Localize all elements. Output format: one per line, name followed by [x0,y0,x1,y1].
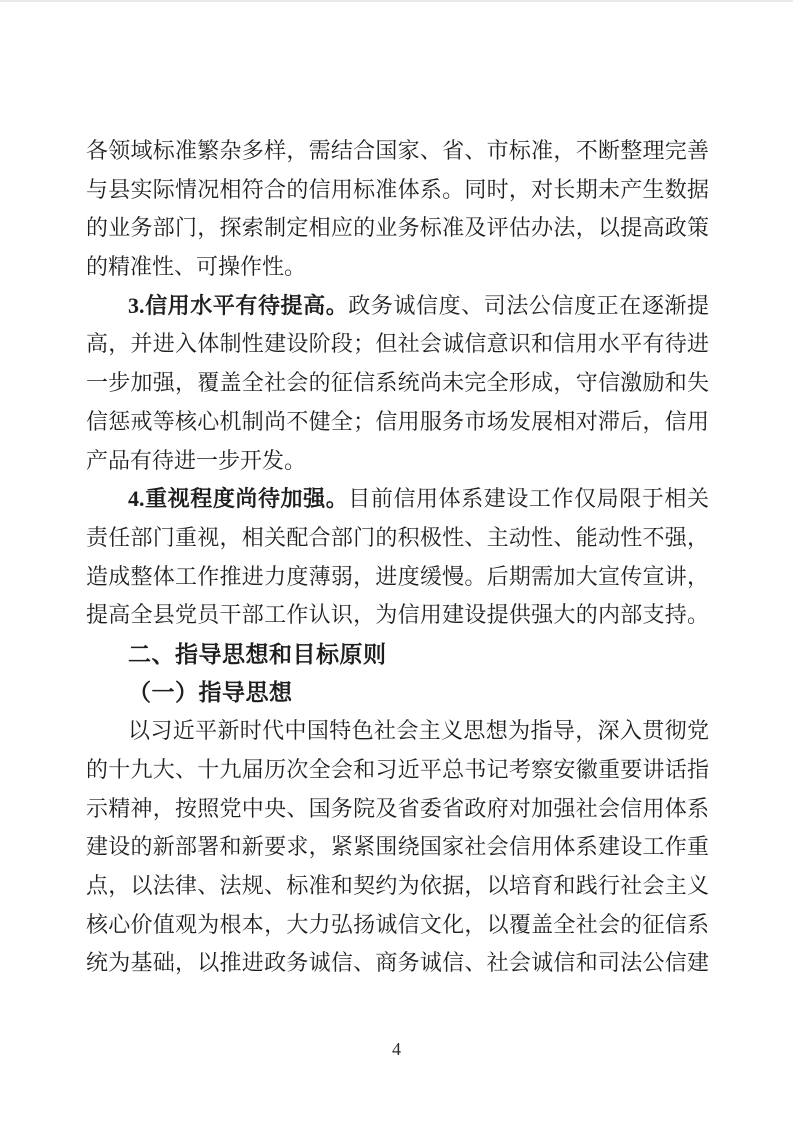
text-line [86,558,709,597]
text-line [86,906,709,945]
bold-text-run: 3.信用水平有待提高。 [128,292,349,318]
text-run: 提高全县党员干部工作认识，为信用建设提供强大的内部支持。 [86,602,709,628]
text-line [86,132,709,171]
text-run: 以习近平新时代中国特色社会主义思想为指导，深入贯彻党 [128,718,709,744]
text-line [86,480,709,519]
text-run: 产品有待进一步开发。 [86,447,307,473]
text-run: 目前信用体系建设工作仅局限于相关 [348,486,709,512]
text-line [86,519,709,558]
text-line [86,790,709,829]
page-top-border [0,0,793,2]
text-line [86,828,709,867]
text-line [86,751,709,790]
text-line [86,596,709,635]
text-line [86,209,709,248]
text-line [86,867,709,906]
page-number: 4 [392,1039,401,1059]
text-run: 高，并进入体制性建设阶段；但社会诚信意识和信用水平有待进 [86,331,709,357]
text-run: 一步加强，覆盖全社会的征信系统尚未完全形成，守信激励和失 [86,370,709,396]
text-run: 的业务部门，探索制定相应的业务标准及评估办法，以提高政策 [86,215,709,241]
text-line [86,442,709,481]
text-line [86,364,709,403]
text-line [86,712,709,751]
text-run: 各领域标准繁杂多样，需结合国家、省、市标准，不断整理完善 [86,138,709,163]
text-run: 造成整体工作推进力度薄弱，进度缓慢。后期需加大宣传宣讲， [86,563,709,589]
text-line [86,944,709,983]
text-run: 责任部门重视，相关配合部门的积极性、主动性、能动性不强， [86,524,709,550]
bold-text-run: 4.重视程度尚待加强。 [128,486,349,512]
text-run: 与县实际情况相符合的信用标准体系。同时，对长期未产生数据 [86,176,709,202]
section-heading [86,635,709,674]
bold-text-run: （一）指导思想 [128,679,293,705]
text-run: 点，以法律、法规、标准和契约为依据，以培育和践行社会主义 [86,873,709,899]
text-run: 的精准性、可操作性。 [86,254,307,280]
text-line [86,287,709,326]
text-run: 示精神，按照党中央、国务院及省委省政府对加强社会信用体系 [86,795,709,821]
bold-text-run: 二、指导思想和目标原则 [128,640,387,667]
text-line [86,171,709,210]
text-line [86,403,709,442]
text-run: 的十九大、十九届历次全会和习近平总书记考察安徽重要讲话指 [86,757,709,782]
text-run: 统为基础，以推进政务诚信、商务诚信、社会诚信和司法公信建 [86,950,709,976]
document-body [86,132,709,983]
text-line [86,248,709,287]
text-run: 政务诚信度、司法公信度正在逐渐提 [348,292,709,318]
subsection-heading [86,674,709,713]
text-line [86,325,709,364]
text-run: 信惩戒等核心机制尚不健全；信用服务市场发展相对滞后，信用 [86,408,709,434]
text-run: 核心价值观为根本，大力弘扬诚信文化，以覆盖全社会的征信系 [86,911,709,937]
text-run: 建设的新部署和新要求，紧紧围绕国家社会信用体系建设工作重 [86,834,709,860]
